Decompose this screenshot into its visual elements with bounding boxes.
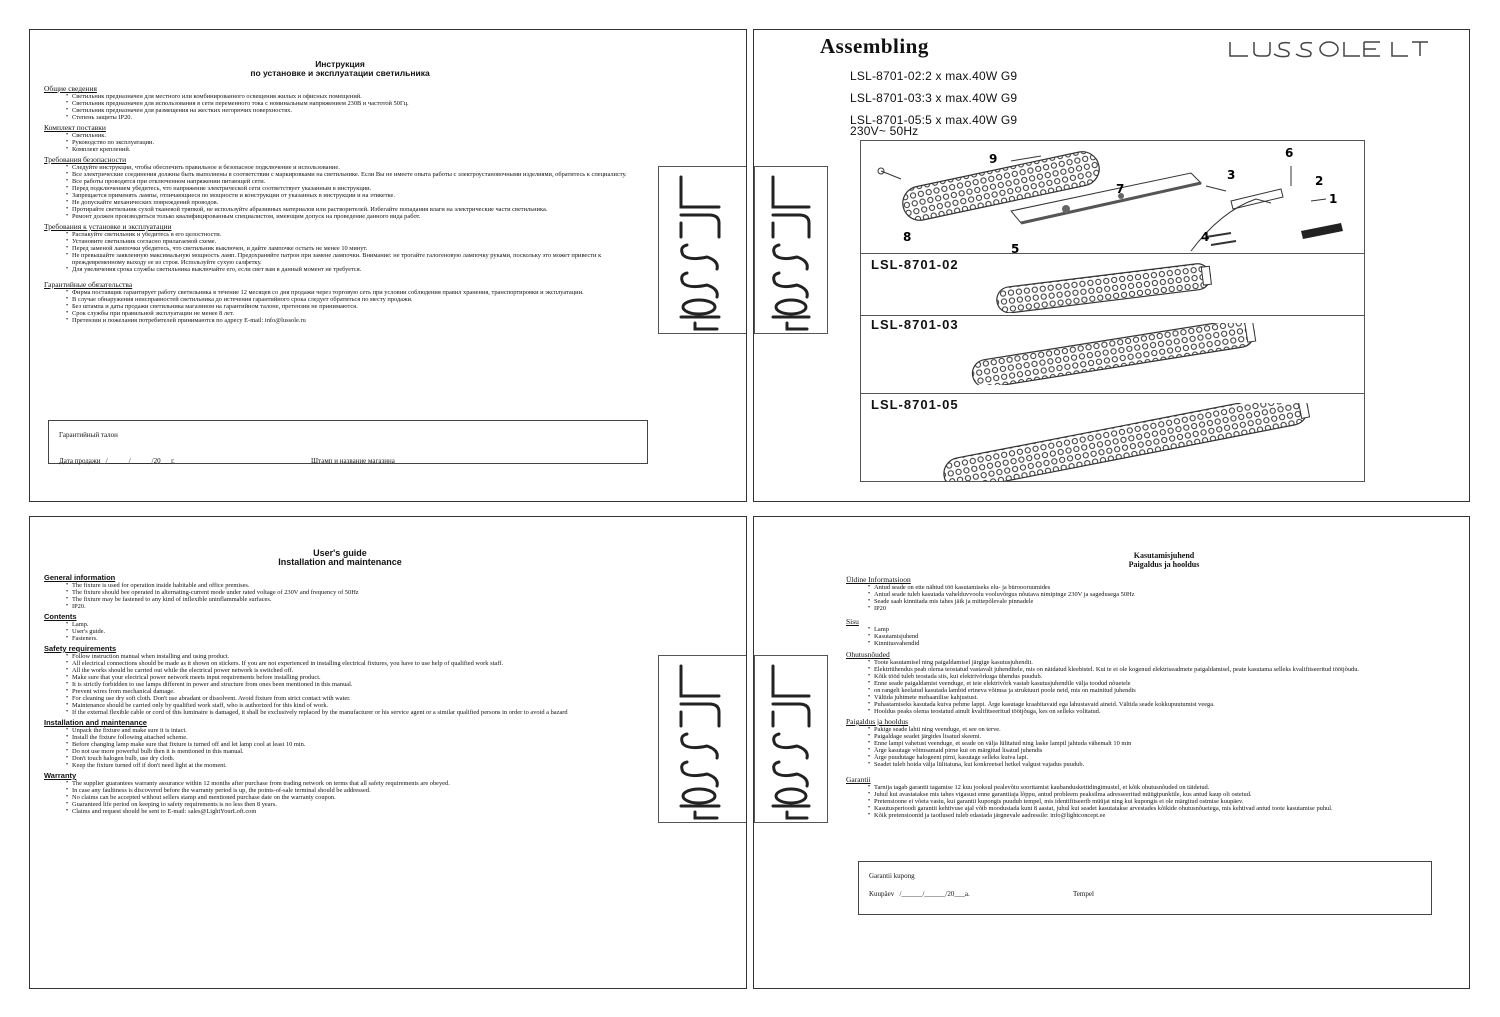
list-item: • The fixture may be fastened to any kind of inflexible uninflammable surfaces. bbox=[44, 596, 654, 603]
list-item: • Комплект креплений. bbox=[44, 146, 654, 153]
section-heading: Комплект поставки bbox=[44, 123, 106, 132]
section-heading: Installation and maintenance bbox=[44, 718, 147, 727]
list-item: • Elektriühendus peab olema teostatud vastavalt juhenditele, mis on näidatud kleebistel. Kui te ei ole kogenud elektriseadmete paigaldamisel, peate kasutama selleks kvalifitseeritud töötjõudu. bbox=[846, 666, 1436, 673]
en-section bbox=[44, 719, 654, 769]
list-item: • Fasteners. bbox=[44, 635, 654, 642]
list-item: • For cleaning use dry soft cloth. Don't use abradant or dissolvent. Avoid fixture from strict contact with water. bbox=[44, 695, 654, 702]
list-item: • Kõik pretensioonid ja taotlused tuleb edastada järgnevale aadressile: info@lightconcept.ee bbox=[846, 812, 1436, 819]
list-item: • Без штампа и даты продажи светильника магазином на гарантийном талоне, претензии не принимаются. bbox=[44, 303, 654, 310]
et-coupon-date: Kuupäev /______/______/20___a. bbox=[869, 890, 970, 898]
list-item: • Kasutamisjuhend bbox=[846, 633, 1436, 640]
lamp-05-drawing bbox=[936, 403, 1321, 481]
list-item: • Enne seade paigaldamist veenduge, et teie elektrivõrk vastab kasutusjuhendile välja toodud nõuetele bbox=[846, 680, 1436, 687]
list-item: • Запрещается применять лампы, отличающиеся по мощности и конструкции от указанных в инструкции и на этикетке. bbox=[44, 192, 654, 199]
assembling-title: Assembling bbox=[820, 34, 929, 58]
section-heading: Warranty bbox=[44, 771, 77, 780]
lussole-vertical-logo-icon bbox=[659, 656, 747, 822]
list-item: • Unpack the fixture and make sure it is intact. bbox=[44, 727, 654, 734]
ru-section bbox=[44, 223, 654, 273]
list-item: • Keep the fixture turned off if don't need light at the moment. bbox=[44, 762, 654, 769]
list-item: • Степень защиты IP20. bbox=[44, 114, 654, 121]
list-item: • Фирма поставщик гарантирует работу светильника в течение 12 месяцев со дня продажи через торговую сеть при условии соблюдения правил хранения, транспортировки и эксплуатации. bbox=[44, 289, 654, 296]
section-heading: Ohutusnõuded bbox=[846, 650, 890, 659]
list-item: • Не превышайте заявленную максимальную мощность ламп. Предохраняйте патрон при замене лампочки. Внимание: не трогайте галогеновую лампочку руками, поскольку это может привести к преждевременному выходу ее из строя. Используйте сухую салфетку. bbox=[44, 252, 654, 266]
callout-8: 8 bbox=[903, 230, 912, 244]
list-item: • Enne lampi vahetust veenduge, et seade on välja lülitatud ning laske lampil jahtuda vähemalt 10 min bbox=[846, 740, 1436, 747]
list-item: • Prevent wires from mechanical damage. bbox=[44, 688, 654, 695]
list-item: • Для увеличения срока службы светильника выключайте его, если свет вам в данный момент не требуется. bbox=[44, 266, 654, 273]
en-title-line2: Installation and maintenance bbox=[278, 557, 402, 567]
english-instructions-page bbox=[29, 516, 747, 989]
section-heading: Üldine Informatsioon bbox=[846, 575, 911, 584]
list-item: • Hooldus peaks olema teostatud ainult kvalifitseeritud töötjõuga, kes on selleks volitatud. bbox=[846, 708, 1436, 715]
list-item: • Don't touch halogen bulb, use dry cloth. bbox=[44, 755, 654, 762]
list-item: • Претензии и пожелания потребителей принимаются по адресу E-mail: info@lussole.ru bbox=[44, 317, 654, 324]
lussole-brand-tab-right bbox=[658, 655, 747, 823]
section-heading: Contents bbox=[44, 612, 77, 621]
section-heading: Sisu bbox=[846, 617, 859, 626]
et-title-line1: Kasutamisjuhend bbox=[1133, 551, 1195, 560]
en-section bbox=[44, 645, 654, 716]
exploded-view-drawing bbox=[861, 141, 1364, 253]
list-item: • User's guide. bbox=[44, 628, 654, 635]
list-item: • Ремонт должен производиться только квалифицированным специалистом, имеющим допуск на проведение данного вида работ. bbox=[44, 213, 654, 220]
assembly-diagram bbox=[860, 140, 1365, 482]
en-title-block bbox=[130, 549, 550, 567]
assembling-page bbox=[753, 29, 1470, 502]
list-item: • In case any faultiness is discovered before the warranty period is up, the points-of-sale terminal should be addressed. bbox=[44, 787, 654, 794]
et-section bbox=[846, 618, 1436, 647]
section-heading: Safety requirements bbox=[44, 644, 117, 653]
list-item: • Срок службы при правильной эксплуатации не менее 8 лет. bbox=[44, 310, 654, 317]
callout-7: 7 bbox=[1116, 182, 1125, 196]
list-item: • Pretensioone ei võeta vastu, kui garantii kupongis puudub tempel, mis identifitseerib müüjat ning kui kupongis ei ole märgitud ostmise kuupäev. bbox=[846, 798, 1436, 805]
list-item: • В случае обнаружения неисправностей светильника до истечения гарантийного срока следует обратиться по месту продажи. bbox=[44, 296, 654, 303]
list-item: • Make sure that your electrical power network meets input requirements before installing product. bbox=[44, 674, 654, 681]
ru-title-block bbox=[130, 60, 550, 78]
section-heading: Paigaldus ja hooldus bbox=[846, 717, 909, 726]
list-item: • Before changing lamp make sure that fixture is turned off and let lamp cool at least 10 min. bbox=[44, 741, 654, 748]
lamp-03-drawing bbox=[966, 323, 1266, 385]
section-heading: Garantii bbox=[846, 775, 871, 784]
ru-section bbox=[44, 156, 654, 220]
list-item: • Toote kasutamisel ning paigaldamisel järgige kasutusjuhendit. bbox=[846, 659, 1436, 666]
lussole-brand-tab-left bbox=[754, 655, 828, 823]
list-item: • Install the fixture following attached scheme. bbox=[44, 734, 654, 741]
list-item: • Светильник предназначен для размещения на жестких негорючих поверхностях. bbox=[44, 107, 654, 114]
et-title-line2: Paigaldus ja hooldus bbox=[1128, 560, 1200, 569]
list-item: • Распакуйте светильник и убедитесь в его целостности. bbox=[44, 231, 654, 238]
list-item: • The fixture is used for operation inside habitable and office premises. bbox=[44, 582, 654, 589]
en-section bbox=[44, 574, 654, 610]
spec-line-05: LSL-8701-05:5 x max.40W G9 bbox=[850, 113, 1018, 127]
et-coupon-title: Garantii kupong bbox=[869, 872, 915, 880]
spec-line-03: LSL-8701-03:3 x max.40W G9 bbox=[850, 91, 1018, 105]
list-item: • It is strictly forbidden to use lamps different in power and structure from ones been mentioned in this manual. bbox=[44, 681, 654, 688]
et-warranty-coupon bbox=[858, 861, 1432, 915]
list-item: • All the works should be carried out while the electrical power network is switched off. bbox=[44, 667, 654, 674]
ru-section bbox=[44, 124, 654, 153]
list-item: • Светильник предназначен для использования в сети переменного тока с номинальным напряжением 230В и частотой 50Гц. bbox=[44, 100, 654, 107]
list-item: • Tarnija tagab garantii tagamise 12 kuu jooksul pealevõtu sooritamist kaubanduskettidingimustel, et kõik ohutusnõuded on täidetud. bbox=[846, 784, 1436, 791]
list-item: • Lamp. bbox=[44, 621, 654, 628]
lussole-brand-tab-right bbox=[658, 166, 747, 334]
list-item: • Maintenance should be carried only by qualified work staff, who is authorized for this kind of work. bbox=[44, 702, 654, 709]
ru-coupon-stamp: Штамп и название магазина bbox=[311, 457, 395, 465]
list-item: • IP20 bbox=[846, 605, 1436, 612]
lussole-vertical-logo-icon bbox=[755, 656, 827, 822]
list-item: • Перед подключением убедитесь, что напряжение электрической сети соответствует указанным в инструкции. bbox=[44, 185, 654, 192]
callout-2: 2 bbox=[1315, 174, 1324, 188]
callout-3: 3 bbox=[1227, 168, 1236, 182]
list-item: • Ärge puudutage halogeeni pirni, kasutage selleks kuiva lapi. bbox=[846, 754, 1436, 761]
section-heading: Требования к установке и эксплуатации bbox=[44, 222, 172, 231]
list-item: • Paigaldage seadet järgides lisatud skeemi. bbox=[846, 733, 1436, 740]
section-heading: Гарантийные обязательства bbox=[44, 280, 133, 289]
en-section bbox=[44, 613, 654, 642]
ru-warranty-coupon bbox=[48, 420, 648, 464]
list-item: • Светильник. bbox=[44, 132, 654, 139]
ru-coupon-title: Гарантийный талон bbox=[59, 431, 118, 439]
lussole-loft-logo-icon bbox=[1226, 38, 1436, 60]
callout-9: 9 bbox=[989, 152, 998, 166]
en-section bbox=[44, 772, 654, 815]
list-item: • Следуйте инструкции, чтобы обеспечить правильное и безопасное подключение и использование. bbox=[44, 164, 654, 171]
list-item: • Seade saab kinnitada mis tahes jäik ja mittepõlevale pinnadele bbox=[846, 598, 1436, 605]
estonian-instructions-page bbox=[753, 516, 1470, 989]
list-item: • Все электрические соединения должны быть выполнены в соответствии с маркировками на светильнике. Если Вы не имеете опыта работы с электроустановочными изделиями, обратитесь к специалисту. bbox=[44, 171, 654, 178]
callout-1: 1 bbox=[1329, 192, 1338, 206]
model-label-03: LSL-8701-03 bbox=[871, 317, 959, 332]
en-body bbox=[44, 571, 654, 815]
list-item: • Руководство по эксплуатации. bbox=[44, 139, 654, 146]
russian-instructions-page bbox=[29, 29, 747, 502]
section-heading: General information bbox=[44, 573, 116, 582]
lussole-vertical-logo-icon bbox=[659, 167, 747, 333]
ru-title-line2: по установке и эксплуатации светильника bbox=[250, 68, 430, 78]
lussole-vertical-logo-icon bbox=[755, 167, 827, 333]
et-section bbox=[846, 718, 1436, 768]
divider bbox=[861, 253, 1364, 254]
list-item: • Kõik tööd tuleb teostada siis, kui elektrivõrkuga ühendus puudub. bbox=[846, 673, 1436, 680]
list-item: • Не допускайте механических повреждений проводов. bbox=[44, 199, 654, 206]
spec-voltage: 230V~ 50Hz bbox=[850, 124, 919, 138]
et-section bbox=[846, 576, 1436, 612]
section-heading: Общие сведения bbox=[44, 84, 97, 93]
list-item: • Antud seade tuleb kasutada vahelduvvoolu vooluvõrgus nõutava nimipinge 230V ja sagedusega 50Hz bbox=[846, 591, 1436, 598]
list-item: • All electrical connections should be made as it shown on stickers. If you are not experienced in installing electrical fixtures, you have to use help of qualified work staff. bbox=[44, 660, 654, 667]
list-item: • Vältida juhtmete mehaanilise kahjustust. bbox=[846, 694, 1436, 701]
list-item: • Guaranteed life period on keeping to safety requirements is no less then 8 years. bbox=[44, 801, 654, 808]
et-section bbox=[846, 776, 1436, 819]
list-item: • The fixture should bee operated in alternating-current mode under rated voltage of 230V and frequency of 50Hz bbox=[44, 589, 654, 596]
ru-title-line1: Инструкция bbox=[315, 59, 365, 69]
list-item: • Juhul kui avastatakse mis tahes vigasust enne garantiiaja lõppu, antud probleem peaksilma adresseeritud müügipunktile, kus antud kaup oli ostetud. bbox=[846, 791, 1436, 798]
list-item: • Lamp bbox=[846, 626, 1436, 633]
list-item: • Antud seade on ette nähtud töö kasutamiseks elu- ja büroooruumides bbox=[846, 584, 1436, 591]
section-heading: Требования безопасности bbox=[44, 155, 127, 164]
divider bbox=[861, 315, 1364, 316]
list-item: • Перед заменой лампочки убедитесь, что светильник выключен, и дайте лампочке остыть не менее 10 минут. bbox=[44, 245, 654, 252]
list-item: • Puhastamiseks kasutada kuiva pehme lappi. Ärge kasutage kraabitavaid ega lahustavaid aineid. Vältida seade kokkupuutumist veega. bbox=[846, 701, 1436, 708]
callout-4: 4 bbox=[1201, 230, 1210, 244]
lamp-02-drawing bbox=[991, 261, 1221, 313]
et-section bbox=[846, 651, 1436, 715]
list-item: • Follow instruction manual when installing and using product. bbox=[44, 653, 654, 660]
list-item: • Pakige seade lahti ning veenduge, et see on terve. bbox=[846, 726, 1436, 733]
list-item: • Kinnitusvahendid bbox=[846, 640, 1436, 647]
callout-6: 6 bbox=[1285, 146, 1294, 160]
list-item: • on rangelt keelatud kasutada lambid erineva võimsa ja struktuuri poole neid, mis on mainitud juhendis bbox=[846, 687, 1436, 694]
et-body bbox=[846, 573, 1436, 819]
list-item: • Протирайте светильник сухой тканевой тряпкой, не используйте абразивных материалов или растворителей. Избегайте попадания влаги на электрические части светильника. bbox=[44, 206, 654, 213]
list-item: • Do not use more powerful bulb then it is mentioned in this manual. bbox=[44, 748, 654, 755]
et-coupon-stamp: Tempel bbox=[1073, 890, 1094, 898]
ru-section bbox=[44, 85, 654, 121]
ru-body bbox=[44, 82, 654, 324]
list-item: • Claims and request should be sent to E-mail: sales@LightYourLoft.com bbox=[44, 808, 654, 815]
callout-5: 5 bbox=[1011, 242, 1020, 253]
en-title-line1: User's guide bbox=[313, 548, 367, 558]
list-item: • No claims can be accepted without sellers stamp and mentioned purchase date on the warranty coupon. bbox=[44, 794, 654, 801]
ru-coupon-date: Дата продажи /______/______/20___г. bbox=[59, 457, 175, 465]
lussole-brand-tab-left bbox=[754, 166, 828, 334]
list-item: • If the external flexible cable or cord of this luminaire is damaged, it shall be exclusively replaced by the manufacturer or his service agent or a similar qualified persons in order to avoid a hazard bbox=[44, 709, 654, 716]
list-item: • Ärge kasutage võimsamaid pirne kui on märgitud lisatud juhendis bbox=[846, 747, 1436, 754]
list-item: • Светильник предназначен для местного или комбинированного освещения жилых и офисных помещений. bbox=[44, 93, 654, 100]
list-item: • Seadet tuleb hoida välja lülitatuna, kui konkreetsel hetkel valgust vajadus puudub. bbox=[846, 761, 1436, 768]
list-item: • IP20. bbox=[44, 603, 654, 610]
list-item: • The supplier guarantees warranty assurance within 12 months after purchase from trading network on terms that all safety requirements are obeyed. bbox=[44, 780, 654, 787]
model-label-02: LSL-8701-02 bbox=[871, 257, 959, 272]
spec-line-02: LSL-8701-02:2 x max.40W G9 bbox=[850, 69, 1018, 83]
ru-section bbox=[44, 281, 654, 324]
et-title-block bbox=[1004, 551, 1324, 569]
list-item: • Установите светильник согласно прилагаемой схеме. bbox=[44, 238, 654, 245]
divider bbox=[861, 393, 1364, 394]
list-item: • Kasutusperioodi garantii kehtivuse ajal võib moodustada kuni 8 aastat, juhul kui seadet kasutatakse arvestades kõikide ohutusnõuetega, mis kehtivad antud toote kasutamise puhul. bbox=[846, 805, 1436, 812]
model-label-05: LSL-8701-05 bbox=[871, 397, 959, 412]
list-item: • Все работы проводятся при отключенном напряжении питающей сети. bbox=[44, 178, 654, 185]
